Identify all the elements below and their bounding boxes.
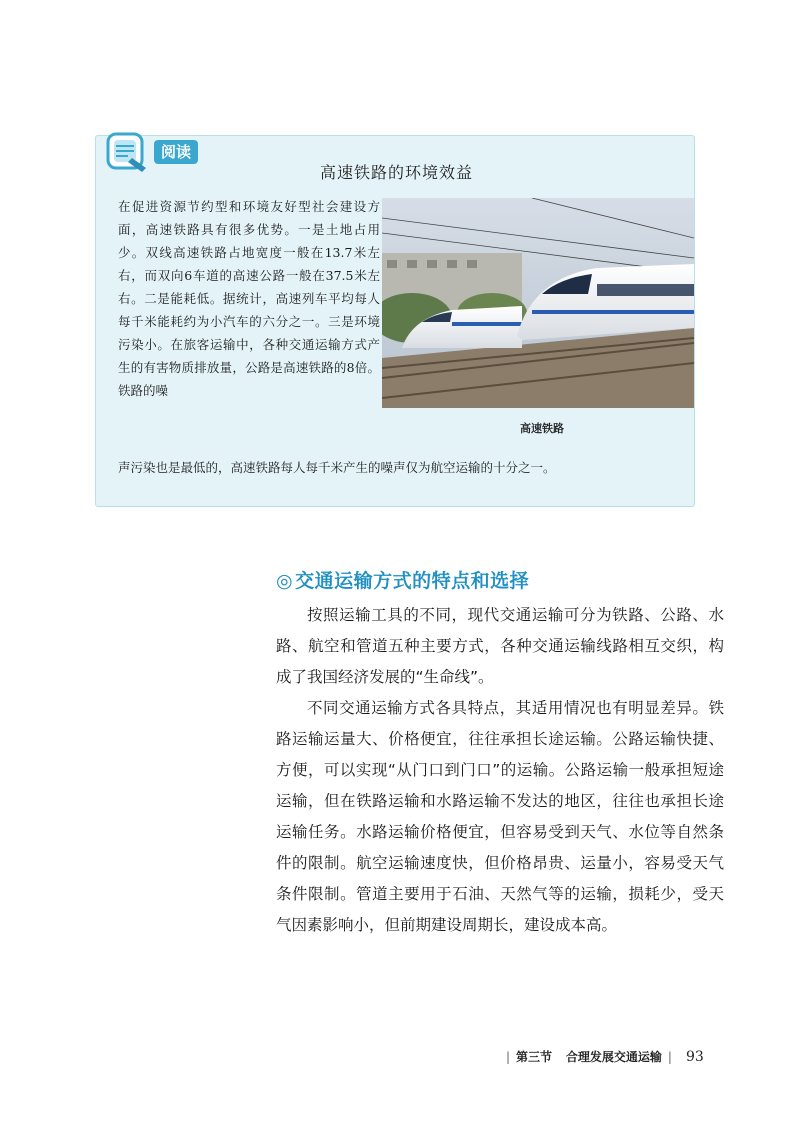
page-footer (500, 1048, 740, 1070)
section-body (276, 600, 724, 941)
paragraph: 不同交通运输方式各具特点，其适用情况也有明显差异。铁路运输运量大、价格便宜，往往承担长途运输。公路运输快捷、方便，可以实现“从门口到门口”的运输。公路运输一般承担短途运输，但在铁路运输和水路运输不发达的地区，往往也承担长途运输任务。水路运输价格便宜，但容易受到天气、水位等自然条件的限制。航空运输速度快，但价格昂贵、运量小，容易受天气条件限制。管道主要用于石油、天然气等的运输，损耗少，受天气因素影响小，但前期建设周期长，建设成本高。 (276, 699, 724, 934)
train-photo (382, 198, 694, 408)
reading-badge (102, 128, 202, 174)
circle-mark-icon: ◎ (276, 570, 294, 592)
section-heading-text: 交通运输方式的特点和选择 (295, 570, 530, 592)
reading-text-continuation: 声污染也是最低的，高速铁路每人每千米产生的噪声仅为航空运输的十分之一。 (118, 460, 556, 475)
footer-separator: | (667, 1050, 672, 1064)
footer-separator: | (506, 1050, 511, 1064)
book-icon (102, 128, 158, 174)
footer-chapter-title: 合理发展交通运输 (565, 1050, 662, 1064)
badge-label: 阅读 (154, 140, 198, 164)
page-number: 93 (685, 1049, 704, 1065)
reading-text: 在促进资源节约型和环境友好型社会建设方面，高速铁路具有很多优势。一是土地占用少。双线高速铁路占地宽度一般在13.7米左右，而双向6车道的高速公路一般在37.5米左右。二是能耗低。据统计，高速列车平均每人每千米能耗约为小汽车的六分之一。三是环境污染小。在旅客运输中，各种交通运输方式产生的有害物质排放量，公路是高速铁路的8倍。铁路的噪 (118, 199, 380, 398)
photo-caption: 高速铁路 (520, 422, 564, 435)
section-heading (276, 566, 716, 593)
reading-title: 高速铁路的环境效益 (320, 163, 474, 182)
footer-section-label: 第三节 (516, 1050, 553, 1064)
paragraph: 按照运输工具的不同，现代交通运输可分为铁路、公路、水路、航空和管道五种主要方式，各种交通运输线路相互交织，构成了我国经济发展的“生命线”。 (276, 606, 724, 686)
